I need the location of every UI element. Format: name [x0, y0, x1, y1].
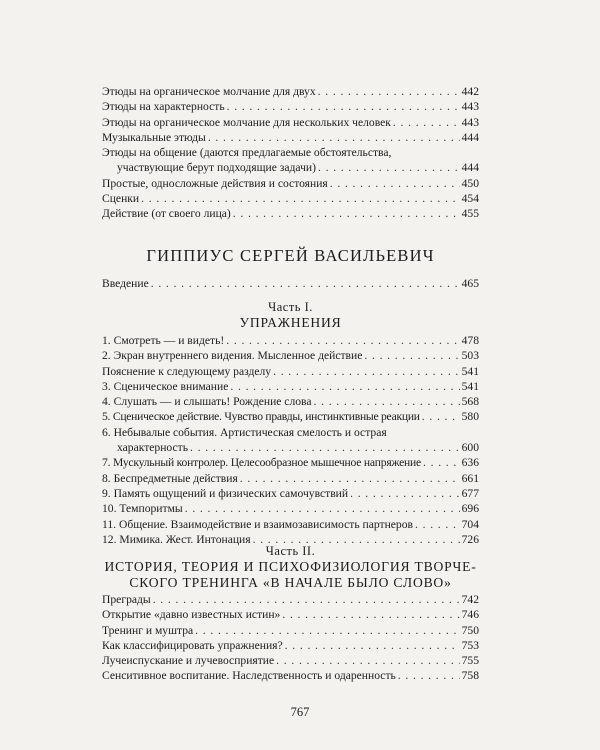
leader-dots [190, 440, 460, 455]
toc-entry-page: 455 [461, 207, 479, 221]
toc-entry-page: 503 [461, 349, 479, 363]
toc-part1-list [102, 333, 479, 547]
toc-entry [102, 394, 479, 409]
leader-dots [364, 348, 459, 363]
part2-title-line1: ИСТОРИЯ, ТЕОРИЯ И ПСИХОФИЗИОЛОГИЯ ТВОРЧЕ- [104, 559, 477, 574]
leader-dots [398, 668, 460, 683]
leader-dots [314, 394, 460, 409]
toc-entry-page: 541 [461, 379, 479, 393]
toc-entry-page: 636 [461, 456, 479, 470]
toc-entry-text: 3. Сценическое внимание [102, 379, 229, 393]
toc-entry-text: 10. Темпоритмы [102, 502, 183, 516]
toc-entry [102, 115, 479, 130]
leader-dots [350, 486, 460, 501]
toc-entry [102, 206, 479, 221]
toc-entry-text: 1. Смотреть — и видеть! [102, 334, 225, 347]
toc-entry-page: 750 [461, 623, 479, 637]
part1-label: Часть I. [268, 300, 313, 314]
toc-entry-page: 746 [461, 608, 479, 622]
toc-entry-page: 478 [461, 334, 479, 347]
toc-entry-text: Музыкальные этюды [102, 130, 206, 144]
toc-entry-page: 758 [461, 669, 479, 683]
toc-entry [102, 501, 479, 516]
toc-entry-text-line1: 6. Небывалые события. Артистическая смелость и острая [102, 425, 387, 439]
toc-entry-page: 454 [461, 192, 479, 206]
leader-dots [282, 607, 459, 622]
toc-entry-page: 444 [461, 161, 479, 175]
toc-entry-text: Тренинг и муштра [102, 623, 194, 637]
toc-entry-text: Простые, односложные действия и состояния [102, 176, 328, 190]
toc-entry [102, 276, 479, 291]
toc-entry-page: 568 [461, 395, 479, 409]
toc-entry-page: 696 [461, 502, 479, 516]
toc-entry-text: Как классифицировать упражнения? [102, 638, 283, 652]
toc-entry-page: 465 [461, 277, 479, 290]
toc-entry [102, 623, 479, 638]
toc-entry [102, 455, 479, 470]
toc-entry [102, 638, 479, 653]
toc-entry [102, 592, 479, 607]
toc-entry-text: Этюды на характерность [102, 100, 225, 114]
leader-dots [393, 115, 460, 130]
toc-entry [102, 145, 479, 176]
leader-dots [422, 409, 460, 424]
toc-entry [102, 425, 479, 456]
leader-dots [230, 379, 459, 394]
part1-title: УПРАЖНЕНИЯ [239, 315, 342, 330]
toc-part2-list [102, 592, 479, 684]
leader-dots [240, 471, 460, 486]
leader-dots [318, 160, 460, 175]
toc-entry-page: 600 [461, 441, 479, 455]
leader-dots [208, 130, 460, 145]
toc-entry-text: 11. Общение. Взаимодействие и взаимозависимость партнеров [102, 517, 413, 531]
toc-entry-text: 7. Мускульный контролер. Целесообразное мышечное напряжение [102, 456, 422, 470]
leader-dots [195, 623, 459, 638]
toc-entry-page: 443 [461, 100, 479, 114]
toc-entry-page: 726 [461, 532, 479, 546]
toc-entry-page: 753 [461, 638, 479, 652]
part2-label: Часть II. [265, 544, 316, 558]
leader-dots [330, 176, 460, 191]
toc-entry-text: 9. Память ощущений и физических самочувствий [102, 486, 349, 500]
toc-entry-text: Преграды [102, 593, 151, 606]
toc-entry-text: Введение [102, 277, 149, 290]
toc-entry [102, 471, 479, 486]
toc-entry [102, 348, 479, 363]
toc-entry-text: 2. Экран внутреннего видения. Мысленное действие [102, 349, 363, 363]
toc-entry [102, 607, 479, 622]
toc-top-list [102, 84, 479, 222]
leader-dots [285, 638, 460, 653]
leader-dots [141, 191, 459, 206]
leader-dots [276, 653, 459, 668]
toc-entry-page: 443 [461, 115, 479, 129]
toc-entry [102, 668, 479, 683]
toc-entry-text: Этюды на органическое молчание для двух [102, 85, 316, 98]
toc-entry [102, 486, 479, 501]
toc-entry-page: 677 [461, 486, 479, 500]
toc-entry [102, 379, 479, 394]
toc-entry-page: 541 [461, 364, 479, 378]
toc-entry-text: участвующие берут подходящие задачи) [117, 161, 316, 175]
toc-entry [102, 191, 479, 206]
toc-entry-text: Открытие «давно известных истин» [102, 608, 281, 622]
leader-dots [153, 592, 460, 607]
leader-dots [415, 517, 460, 532]
part2-title-line2: СКОГО ТРЕНИНГА «В НАЧАЛЕ БЫЛО СЛОВО» [129, 575, 452, 590]
toc-entry [102, 653, 479, 668]
toc-entry-page: 450 [461, 176, 479, 190]
toc-entry-text: Лучеиспускание и лучевосприятие [102, 654, 275, 668]
toc-entry [102, 333, 479, 348]
toc-entry-text: Сенситивное воспитание. Наследственность и одаренность [102, 669, 396, 683]
toc-entry [102, 517, 479, 532]
toc-entry-text: 5. Сценическое действие. Чувство правды, инстинктивные реакции [102, 410, 420, 424]
toc-entry-text: 8. Беспредметные действия [102, 471, 238, 485]
toc-entry-text: Сценки [102, 192, 140, 206]
toc-entry [102, 176, 479, 191]
toc-entry-page: 444 [461, 130, 479, 144]
toc-entry-page: 580 [461, 410, 479, 424]
toc-entry-page: 661 [461, 471, 479, 485]
toc-entry-text: 12. Мимика. Жест. Интонация [102, 532, 251, 546]
toc-entry [102, 99, 479, 114]
leader-dots [226, 333, 459, 348]
toc-entry [102, 364, 479, 379]
toc-entry-text: характерность [117, 441, 189, 455]
toc-entry [102, 84, 479, 99]
toc-entry [102, 409, 479, 424]
toc-entry-page: 442 [461, 85, 479, 98]
toc-author-list [102, 276, 479, 291]
leader-dots [318, 84, 460, 99]
toc-entry-page: 704 [461, 517, 479, 531]
toc-entry-text: 4. Слушать — и слышать! Рождение слова [102, 395, 312, 409]
leader-dots [233, 206, 460, 221]
toc-entry-text: Действие (от своего лица) [102, 207, 231, 221]
toc-entry-page: 755 [461, 654, 479, 668]
leader-dots [151, 276, 460, 291]
toc-entry-page: 742 [461, 593, 479, 606]
toc-entry-text-line1: Этюды на общение (даются предлагаемые обстоятельства, [102, 146, 392, 160]
leader-dots [273, 364, 460, 379]
leader-dots [423, 455, 460, 470]
toc-entry-text: Этюды на органическое молчание для нескольких человек [102, 115, 391, 129]
toc-entry-text: Пояснение к следующему разделу [102, 364, 272, 378]
page-number: 767 [290, 705, 310, 719]
leader-dots [227, 99, 460, 114]
author-heading: ГИППИУС СЕРГЕЙ ВАСИЛЬЕВИЧ [146, 246, 435, 265]
leader-dots [185, 501, 460, 516]
toc-entry [102, 130, 479, 145]
